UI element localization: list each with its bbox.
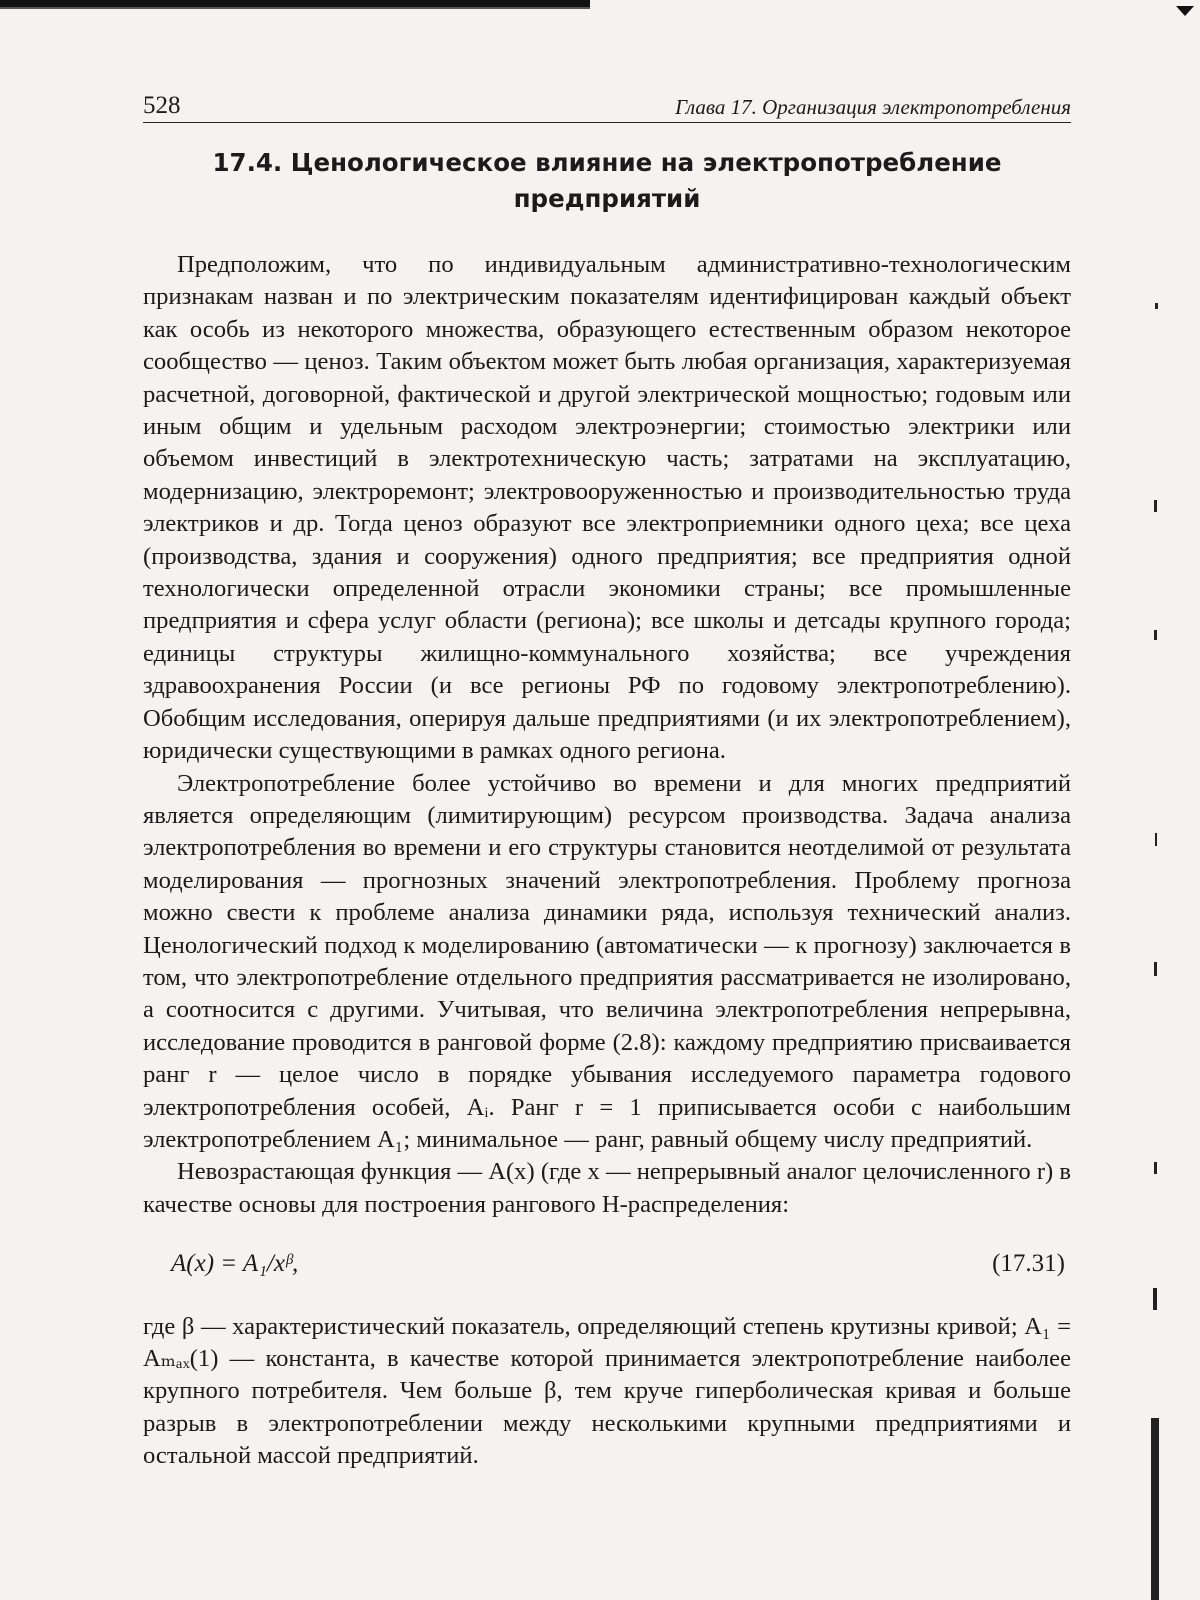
running-head <box>143 88 1071 123</box>
scan-border-top-thin <box>0 7 590 9</box>
paragraph: где β — характеристический показатель, определяющий степень крутизны кривой; A₁ = Aₘₐₓ(1) — константа, в качестве которой принимается электропотребление наиболее крупного потребителя. Чем больше β, тем круче гиперболическая кривая и больше разрыв в электропотреблении между несколькими крупными предприятиями и остальной массой предприятий. <box>143 1312 1071 1470</box>
paragraph: Предположим, что по индивидуальным административно-технологическим признакам назван и по электрическим показателям идентифицирован каждый объект как особь из некоторого множества, образующего естественным образом некоторое сообщество — ценоз. Таким объектом может быть любая организация, характеризуемая расчетной, договорной, фактической и другой электрической мощностью; годовым или иным общим и удельным расходом электроэнергии; стоимостью электрики или объемом инвестиций в электротехническую часть; затратами на эксплуатацию, модернизацию, электроремонт; электровооруженностью и производительностью труда электриков и др. Тогда ценоз образуют все электроприемники одного цеха; все цеха (производства, здания и сооружения) одного предприятия; все предприятия одной технологически определенной отрасли экономики страны; все промышленные предприятия и сфера услуг области (региона); все школы и детсады крупного города; единицы структуры жилищно-коммунального хозяйства; все учреждения здравоохранения России (и все регионы РФ по годовому электропотреблению). Обобщим исследования, оперируя дальше предприятиями (и их электропотреблением), юридически существующими в рамках одного региона. <box>143 251 1071 765</box>
formula: A(x) = A₁/xᵝ, <box>171 1250 299 1278</box>
scan-border-top <box>0 0 590 7</box>
body-text <box>143 249 1071 1473</box>
scan-margin-mark <box>1154 1162 1157 1174</box>
formula-number: (17.31) <box>992 1250 1065 1278</box>
book-page <box>143 88 1071 1473</box>
scan-binding-shadow <box>1151 1418 1159 1600</box>
chapter-title: Глава 17. Организация электропотребления <box>675 95 1071 119</box>
scan-margin-mark <box>1155 303 1158 309</box>
page-number: 528 <box>143 92 181 119</box>
formula-row <box>143 1248 1071 1280</box>
scan-corner-mark <box>1176 6 1194 16</box>
scan-margin-mark <box>1153 1288 1157 1310</box>
scan-margin-mark <box>1154 500 1157 512</box>
scan-margin-mark <box>1154 962 1157 976</box>
paragraph: Невозрастающая функция — A(x) (где x — непрерывный аналог целочисленного r) в качестве основы для построения рангового H-распределения: <box>143 1158 1071 1218</box>
scan-margin-mark <box>1154 630 1157 640</box>
paragraph: Электропотребление более устойчиво во времени и для многих предприятий является определяющим (лимитирующим) ресурсом производства. Задача анализа электропотребления во времени и его структуры становится неотделимой от результата моделирования — прогнозных значений электропотребления. Проблему прогноза можно свести к проблеме анализа динамики ряда, используя технический анализ. Ценологический подход к моделированию (автоматически — к прогнозу) заключается в том, что электропотребление отдельного предприятия рассматривается не изолировано, а соотносится с другими. Учитывая, что величина электропотребления непрерывна, исследование проводится в ранговой форме (2.8): каждому предприятию присваивается ранг r — целое число в порядке убывания исследуемого параметра годового электропотребления особей, Aᵢ. Ранг r = 1 приписывается особи с наибольшим электропотреблением A₁; минимальное — ранг, равный общему числу предприятий. <box>143 769 1071 1153</box>
scan-margin-mark <box>1155 833 1157 846</box>
section-title: 17.4. Ценологическое влияние на электропотребление предприятий <box>212 148 1002 213</box>
